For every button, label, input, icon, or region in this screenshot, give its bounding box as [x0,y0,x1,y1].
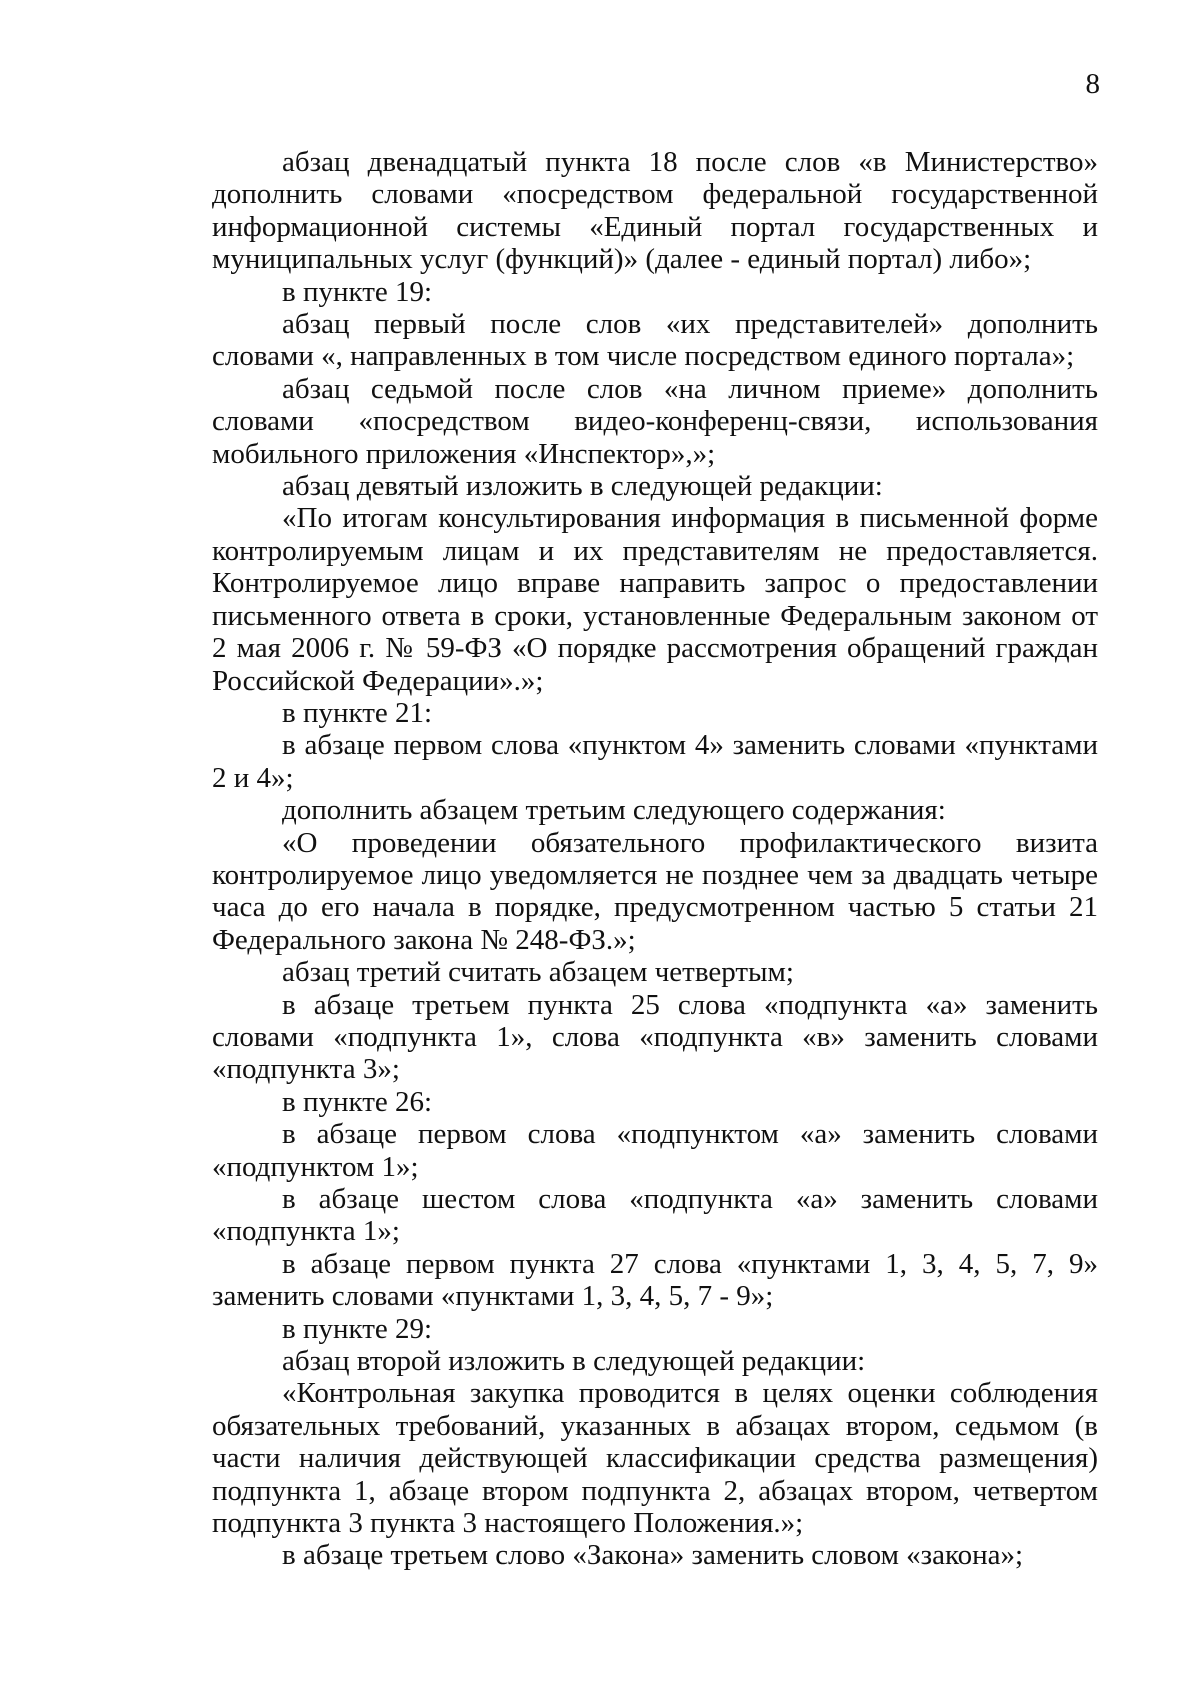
paragraph: дополнить абзацем третьим следующего содержания: [282,794,946,827]
paragraph: в абзаце первом слова «подпунктом «а» заменить словами «подпунктом 1»; [212,1118,1098,1183]
paragraph: в абзаце третьем слово «Закона» заменить словом «закона»; [282,1539,1024,1572]
paragraph: «По итогам консультирования информация в письменной форме контролируемым лицам и их представителям не предоставляется. Контролируемое лицо вправе направить запрос о предоставлении письменного ответа в сроки, установленные Федеральным законом от 2 мая 2006 г. № 59-ФЗ «О порядке рассмотрения обращений граждан Российской Федерации».»; [212,502,1098,697]
page-number: 8 [1085,68,1100,100]
paragraph: в абзаце первом пункта 27 слова «пунктами 1, 3, 4, 5, 7, 9» заменить словами «пунктами 1, 3, 4, 5, 7 - 9»; [212,1247,1098,1313]
paragraph: в пункте 26: [282,1085,433,1118]
paragraph: «О проведении обязательного профилактического визита контролируемое лицо уведомляется не позднее чем за двадцать четыре часа до его начала в порядке, предусмотренном частью 5 статьи 21 Федерального закона № 248-ФЗ.»; [212,826,1098,956]
paragraph: в пункте 21: [282,696,433,729]
document-body [212,146,1098,1572]
paragraph: абзац первый после слов «их представителей» дополнить словами «, направленных в том числе посредством единого портала»; [212,308,1098,373]
paragraph: абзац третий считать абзацем четвертым; [282,956,794,989]
paragraph: абзац седьмой после слов «на личном приеме» дополнить словами «посредством видео-конференц-связи, использования мобильного приложения «Инспектор»,»; [212,372,1098,470]
paragraph: в пункте 29: [282,1312,433,1345]
paragraph: в абзаце первом слова «пунктом 4» заменить словами «пунктами 2 и 4»; [212,729,1098,794]
paragraph: «Контрольная закупка проводится в целях оценки соблюдения обязательных требований, указанных в абзацах втором, седьмом (в части наличия действующей классификации средства размещения) подпункта 1, абзаце втором подпункта 2, абзацах втором, четвертом подпункта 3 пункта 3 настоящего Положения.»; [212,1377,1098,1540]
paragraph: абзац двенадцатый пункта 18 после слов «в Министерство» дополнить словами «посредством федеральной государственной информационной системы «Единый портал государственных и муниципальных услуг (функций)» (далее - единый портал) либо»; [212,146,1098,276]
paragraph: абзац девятый изложить в следующей редакции: [282,470,883,503]
paragraph: в пункте 19: [282,275,433,308]
paragraph: в абзаце третьем пункта 25 слова «подпункта «а» заменить словами «подпункта 1», слова «подпункта «в» заменить словами «подпункта 3»; [212,988,1098,1086]
paragraph: в абзаце шестом слова «подпункта «а» заменить словами «подпункта 1»; [212,1183,1098,1248]
paragraph: абзац второй изложить в следующей редакции: [282,1345,866,1378]
